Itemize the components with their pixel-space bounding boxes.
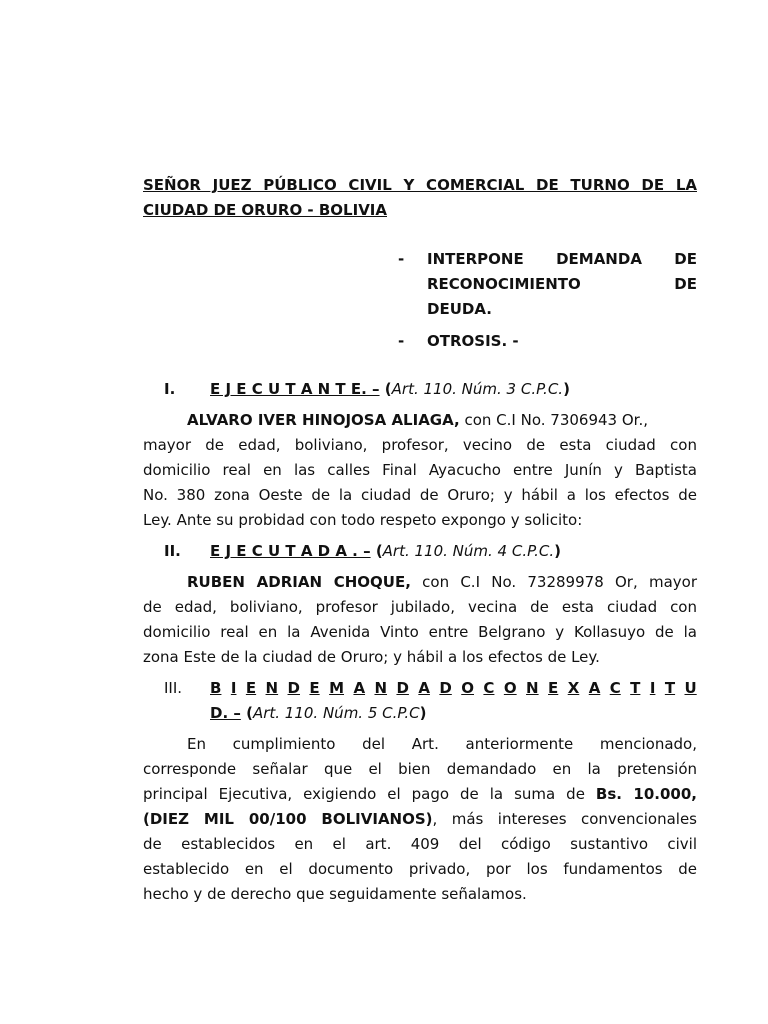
summary-block [398, 247, 697, 354]
section-3-line-3 [143, 782, 697, 807]
section-3-title-letter: D [396, 679, 409, 697]
section-3-title-letter: D [439, 679, 452, 697]
section-2-line-2: de edad, boliviano, profesor jubilado, vecina de esta ciudad con [143, 598, 697, 616]
summary-otrosis: OTROSIS. - [427, 332, 519, 350]
section-2-title-text: E J E C U T A D A . – [210, 542, 371, 560]
section-1-number: I. [164, 380, 176, 398]
section-1-line-5: Ley. Ante su probidad con todo respeto expongo y solicito: [143, 511, 583, 529]
section-2-line-1 [143, 570, 697, 595]
defendant-id: con C.I No. 73289978 Or, mayor [410, 573, 697, 591]
section-2-line-3: domicilio real en la Avenida Vinto entre Belgrano y Kollasuyo de la [143, 623, 697, 641]
section-2-number: II. [164, 542, 181, 560]
defendant-name: RUBEN ADRIAN CHOQUE, [187, 573, 411, 591]
addressee-line-1: SEÑOR JUEZ PÚBLICO CIVIL Y COMERCIAL DE TURNO DE LA [143, 176, 697, 194]
section-1-line-1 [143, 408, 697, 433]
section-3-title-letter: I [649, 679, 656, 697]
section-3-title-letter: N [265, 679, 279, 697]
section-1-title [210, 377, 570, 402]
amount-figure: Bs. 10.000, [595, 785, 697, 803]
summary-word: RECONOCIMIENTO [427, 275, 581, 293]
section-3-title-letter: T [664, 679, 676, 697]
addressee-heading [143, 173, 697, 223]
section-3-line-5: de establecidos en el art. 409 del código sustantivo civil [143, 835, 697, 853]
summary-item-1 [398, 247, 697, 322]
section-1-paren: ( [379, 380, 392, 398]
section-3-title-letter: N [526, 679, 539, 697]
section-3-title-letter: C [483, 679, 495, 697]
section-1-paren-close: ) [563, 380, 570, 398]
section-3-heading [164, 676, 182, 701]
section-3-title-letter: A [418, 679, 430, 697]
section-3-title-letter: A [588, 679, 601, 697]
section-3-paren: ( [240, 704, 253, 722]
section-1-title-text: E J E C U T A N T E. – [210, 380, 380, 398]
summary-dash-1: - [398, 250, 405, 268]
section-3-title-line-2 [210, 701, 697, 726]
summary-word: INTERPONE [427, 250, 524, 268]
section-3-body [143, 732, 697, 907]
section-1-line-4: No. 380 zona Oeste de la ciudad de Oruro; y hábil a los efectos de [143, 486, 697, 504]
section-2-line-4: zona Este de la ciudad de Oruro; y hábil a los efectos de Ley. [143, 648, 600, 666]
section-3-title-letter: I [230, 679, 237, 697]
section-3-title-line-1 [210, 676, 697, 701]
section-2-title [210, 539, 561, 564]
section-1-line-3: domicilio real en las calles Final Ayacucho entre Junín y Baptista [143, 461, 697, 479]
section-3-title-letter: U [684, 679, 697, 697]
section-1-ref: Art. 110. Núm. 3 C.P.C. [391, 380, 564, 398]
section-1-line-2: mayor de edad, boliviano, profesor, vecino de esta ciudad con [143, 436, 697, 454]
summary-word: DE [674, 275, 697, 293]
addressee-line-2: CIUDAD DE ORURO - BOLIVIA [143, 201, 387, 219]
section-3-title-letter: B [210, 679, 222, 697]
section-3-paren-close: ) [419, 704, 427, 722]
section-3-title-letter: E [245, 679, 257, 697]
section-3-title-letter: X [567, 679, 580, 697]
section-3-title-letter: E [548, 679, 559, 697]
section-3-line-2: corresponde señalar que el bien demandado en la pretensión [143, 760, 697, 778]
section-2-ref: Art. 110. Núm. 4 C.P.C. [382, 542, 555, 560]
plaintiff-id: con C.I No. 7306943 Or., [459, 411, 648, 429]
section-3-title-letter: D [287, 679, 300, 697]
section-3-title-letter: M [329, 679, 345, 697]
section-3-line-7: hecho y de derecho que seguidamente señalamos. [143, 885, 527, 903]
section-3-title-letter: A [353, 679, 366, 697]
section-3-title [210, 676, 697, 726]
summary-word: DE [674, 250, 697, 268]
section-2-paren: ( [370, 542, 383, 560]
section-1-heading [164, 377, 175, 402]
section-3-title-letter: C [609, 679, 621, 697]
summary-word: DEUDA. [427, 300, 492, 318]
section-1-body [143, 408, 697, 533]
section-3-number: III. [164, 679, 183, 697]
section-3-title-letter: O [461, 679, 474, 697]
section-3-line-6: establecido en el documento privado, por los fundamentos de [143, 860, 697, 878]
section-3-ref: Art. 110. Núm. 5 C.P.C [252, 704, 420, 722]
section-3-title-end: D. – [210, 704, 241, 722]
section-3-line-1: En cumplimiento del Art. anteriormente mencionado, [187, 735, 697, 753]
section-3-title-letter: E [309, 679, 320, 697]
section-3-line-4-text: , más intereses convencionales [432, 810, 697, 828]
section-3-title-letter: O [503, 679, 517, 697]
plaintiff-name: ALVARO IVER HINOJOSA ALIAGA, [187, 411, 460, 429]
section-2-paren-close: ) [554, 542, 561, 560]
section-3-line-4 [143, 807, 697, 832]
section-2-body [143, 570, 697, 670]
summary-item-2 [398, 329, 697, 354]
amount-words: (DIEZ MIL 00/100 BOLIVIANOS) [143, 810, 433, 828]
section-3-line-3-text: principal Ejecutiva, exigiendo el pago de la suma de [143, 785, 596, 803]
summary-word: DEMANDA [556, 250, 642, 268]
section-2-heading [164, 539, 181, 564]
section-3-title-letter: N [374, 679, 388, 697]
summary-dash-2: - [398, 332, 405, 350]
section-3-title-letter: T [630, 679, 641, 697]
